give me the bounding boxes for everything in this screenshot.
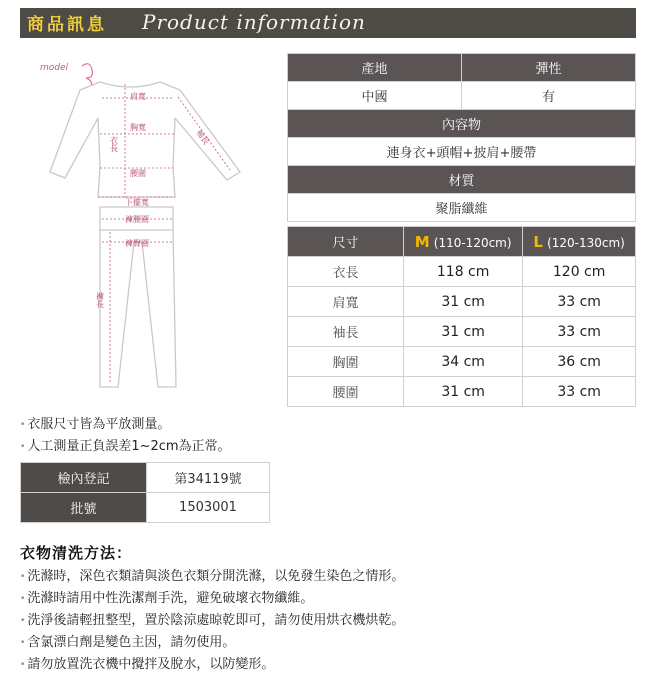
- table-row: [288, 377, 636, 407]
- washing-title: 衣物清洗方法：: [20, 544, 133, 562]
- contents-value: 連身衣+頭帽+披肩+腰帶: [288, 138, 636, 166]
- size-m-header: [404, 227, 523, 257]
- bullet-icon: •: [20, 638, 26, 648]
- header-title-en: Product information: [142, 10, 366, 34]
- origin-value: 中國: [288, 82, 462, 110]
- bullet-icon: •: [20, 594, 26, 604]
- bullet-icon: •: [20, 572, 26, 582]
- size-l-value: 36 cm: [523, 347, 636, 377]
- garment-diagram: [30, 52, 270, 397]
- washing-item: [20, 565, 404, 584]
- diagram-label: 褲臀圍: [125, 239, 149, 248]
- inspection-label: 檢內登記: [21, 463, 147, 493]
- size-m-value: 31 cm: [404, 317, 523, 347]
- size-l-value: 33 cm: [523, 317, 636, 347]
- size-m-value: 31 cm: [404, 287, 523, 317]
- model-swirl-icon: [82, 64, 92, 86]
- size-letter: L: [533, 232, 543, 251]
- model-label: model: [40, 63, 69, 73]
- diagram-label: 下擺寬: [125, 198, 149, 207]
- contents-header: 內容物: [288, 110, 636, 138]
- origin-header: 產地: [288, 54, 462, 82]
- size-l-value: 120 cm: [523, 257, 636, 287]
- note-text: 人工測量正負誤差1~2cm為正常。: [27, 439, 231, 454]
- elastic-value: 有: [462, 82, 636, 110]
- batch-value: 1503001: [147, 493, 270, 523]
- table-row: [288, 257, 636, 287]
- size-table: [287, 226, 636, 407]
- note-text: 衣服尺寸皆為平放測量。: [27, 417, 171, 432]
- size-header: 尺寸: [288, 227, 404, 257]
- header-title-cn: 商品訊息: [27, 15, 107, 35]
- washing-text: 洗滌時，深色衣類請與淡色衣類分開洗滌，以免發生染色之情形。: [27, 569, 405, 584]
- bullet-icon: •: [20, 442, 26, 452]
- size-l-value: 33 cm: [523, 287, 636, 317]
- washing-text: 請勿放置洗衣機中攪拌及脫水，以防變形。: [27, 657, 275, 672]
- diagram-label: 褲腰圍: [125, 215, 149, 224]
- washing-text: 洗滌時請用中性洗潔劑手洗，避免破壞衣物纖維。: [27, 591, 314, 606]
- size-m-value: 34 cm: [404, 347, 523, 377]
- table-row: [288, 347, 636, 377]
- size-m-value: 31 cm: [404, 377, 523, 407]
- washing-text: 含氯漂白劑是變色主因，請勿使用。: [27, 635, 236, 650]
- washing-item: [20, 609, 404, 628]
- material-value: 聚脂纖維: [288, 194, 636, 222]
- row-label: 袖長: [288, 317, 404, 347]
- size-l-value: 33 cm: [523, 377, 636, 407]
- bullet-icon: •: [20, 660, 26, 670]
- diagram-label: 腰圍: [130, 169, 146, 178]
- row-label: 衣長: [288, 257, 404, 287]
- batch-label: 批號: [21, 493, 147, 523]
- registration-table: [20, 462, 270, 523]
- material-header: 材質: [288, 166, 636, 194]
- table-row: [288, 287, 636, 317]
- bullet-icon: •: [20, 420, 26, 430]
- size-l-header: [523, 227, 636, 257]
- bullet-icon: •: [20, 616, 26, 626]
- size-m-value: 118 cm: [404, 257, 523, 287]
- row-label: 胸圍: [288, 347, 404, 377]
- header: [0, 0, 650, 40]
- note: [20, 435, 231, 454]
- size-range: (120-130cm): [547, 235, 625, 250]
- diagram-label: 袖長: [194, 127, 211, 147]
- elastic-header: 彈性: [462, 54, 636, 82]
- size-letter: M: [414, 232, 430, 251]
- washing-item: [20, 653, 274, 672]
- measure-lines: [95, 84, 230, 382]
- washing-text: 洗淨後請輕扭整型，置於陰涼處晾乾即可，請勿使用烘衣機烘乾。: [27, 613, 405, 628]
- size-range: (110-120cm): [433, 235, 512, 250]
- diagram-label: 胸寬: [130, 123, 146, 132]
- diagram-label: 衣長: [109, 136, 119, 152]
- washing-item: [20, 631, 235, 650]
- diagram-label: 褲長: [95, 292, 105, 308]
- diagram-label: 肩寬: [130, 92, 146, 101]
- row-label: 肩寬: [288, 287, 404, 317]
- row-label: 腰圍: [288, 377, 404, 407]
- table-row: [288, 317, 636, 347]
- note: [20, 413, 170, 432]
- washing-item: [20, 587, 313, 606]
- inspection-value: 第34119號: [147, 463, 270, 493]
- info-table: [287, 53, 636, 222]
